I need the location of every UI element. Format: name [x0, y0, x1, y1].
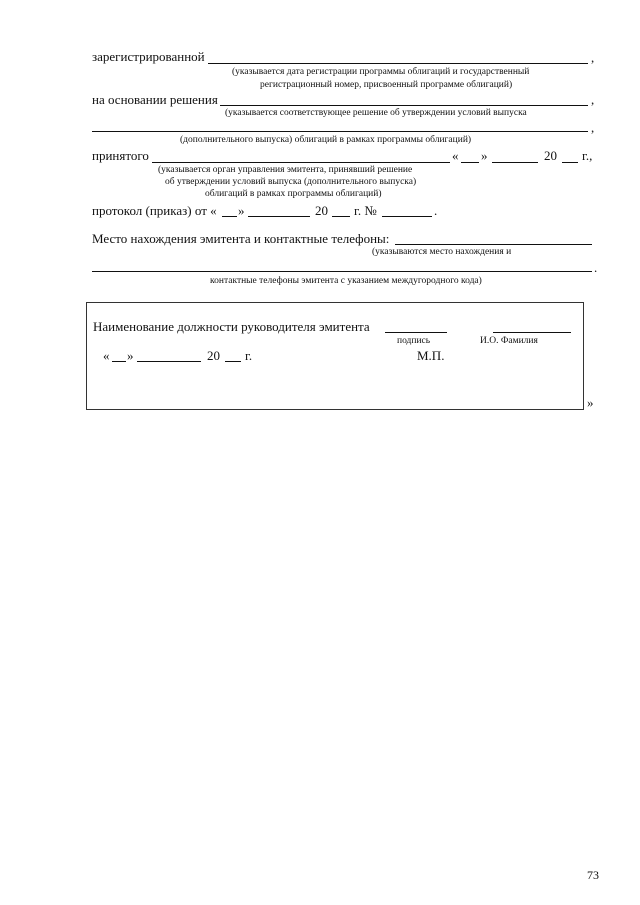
registration-hint-1: (указывается дата регистрации программы облигаций и государственный [232, 67, 530, 77]
adopted-year-suffix: г., [582, 148, 593, 163]
protocol-year-line [332, 216, 350, 217]
protocol-month-line [248, 216, 310, 217]
box-month-line [137, 361, 201, 362]
adopted-label: принятого [92, 148, 149, 163]
closing-quote: » [587, 395, 594, 410]
registration-comma: , [591, 50, 595, 65]
protocol-number-line [382, 216, 432, 217]
adopted-quote-close: » [481, 148, 488, 163]
decision-comma: , [591, 92, 595, 107]
adopted-month-line [492, 162, 538, 163]
box-date-quote-open: « [103, 348, 110, 363]
decision-field-line [220, 105, 588, 106]
adopted-quote-open: « [452, 148, 459, 163]
location-hint-1: (указываются место нахождения и [372, 247, 512, 257]
location-hint-2: контактные телефоны эмитента с указанием междугородного кода) [210, 276, 482, 286]
location-field-line [395, 244, 592, 245]
signature-line [385, 332, 447, 333]
signature-box [86, 302, 584, 410]
decision-hint-1: (указывается соответствующее решение об утверждении условий выпуска [225, 108, 527, 118]
location-label: Место нахождения эмитента и контактные телефоны: [92, 231, 390, 246]
page-number: 73 [587, 868, 599, 882]
adopted-hint-1: (указывается орган управления эмитента, принявший решение [158, 165, 413, 175]
adopted-organ-line [152, 162, 450, 163]
protocol-year-prefix: 20 [315, 203, 328, 218]
location-field-line-2 [92, 271, 592, 272]
box-year-suffix: г. [245, 348, 253, 363]
registration-label: зарегистрированной [92, 49, 205, 64]
protocol-number-label: г. № [354, 203, 377, 218]
position-label: Наименование должности руководителя эмитента [93, 319, 370, 334]
registration-field-line [208, 63, 588, 64]
decision-comma-2: , [591, 120, 595, 135]
decision-label: на основании решения [92, 92, 218, 107]
stamp-label: М.П. [417, 348, 445, 363]
decision-hint-2: (дополнительного выпуска) облигаций в рамках программы облигаций) [180, 135, 472, 145]
protocol-label: протокол (приказ) от « [92, 203, 217, 218]
adopted-year-line [562, 162, 578, 163]
protocol-quote-close: » [238, 203, 245, 218]
adopted-hint-2: об утверждении условий выпуска (дополнительного выпуска) [165, 177, 417, 187]
registration-hint-2: регистрационный номер, присвоенный программе облигаций) [260, 80, 513, 90]
box-date-quote-close: » [127, 348, 134, 363]
box-year-prefix: 20 [207, 348, 220, 363]
location-period: . [594, 260, 598, 275]
protocol-period: . [434, 203, 438, 218]
protocol-day-line [222, 216, 237, 217]
name-line [493, 332, 571, 333]
signature-hint: подпись [397, 336, 431, 346]
adopted-hint-3: облигаций в рамках программы облигаций) [205, 189, 382, 199]
name-hint: И.О. Фамилия [480, 336, 538, 346]
box-day-line [112, 361, 126, 362]
box-year-line [225, 361, 241, 362]
adopted-day-line [461, 162, 479, 163]
adopted-year-prefix: 20 [544, 148, 557, 163]
decision-field-line-2 [92, 131, 588, 132]
